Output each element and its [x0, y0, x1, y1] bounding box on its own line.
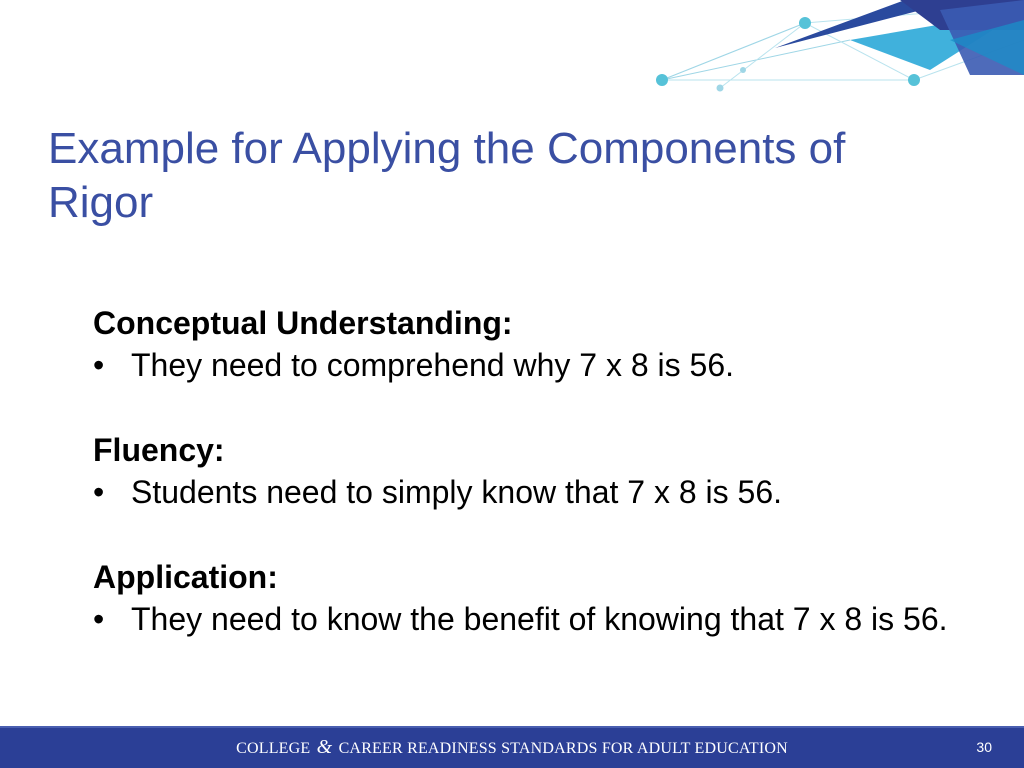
bullet-dot-icon: • [93, 347, 105, 383]
section-heading: Application: [93, 559, 278, 595]
section-heading: Conceptual Understanding: [93, 305, 513, 341]
footer-title [0, 726, 1024, 768]
connector-line [662, 23, 805, 80]
bullet-item [93, 344, 963, 386]
footer-text-part2: CAREER READINESS STANDARDS FOR ADULT EDUCATION [338, 740, 788, 757]
section-conceptual-understanding [93, 302, 963, 386]
network-node [656, 74, 668, 86]
network-decoration-graphic [600, 0, 1024, 110]
slide-title: Example for Applying the Components of Rigor [48, 124, 846, 227]
section-fluency [93, 429, 963, 513]
footer-bar [0, 726, 1024, 768]
slide-body [93, 302, 963, 640]
footer-text-part1: COLLEGE [236, 740, 311, 757]
footer-ampersand: & [316, 736, 333, 758]
connector-line [720, 23, 805, 88]
section-heading: Fluency: [93, 432, 225, 468]
network-node [799, 17, 811, 29]
section-application [93, 556, 963, 640]
network-node [717, 85, 724, 92]
bullet-text: They need to comprehend why 7 x 8 is 56. [131, 347, 735, 383]
bullet-item [93, 598, 963, 640]
bullet-text: They need to know the benefit of knowing that 7 x 8 is 56. [131, 601, 948, 637]
bullet-text: Students need to simply know that 7 x 8 is 56. [131, 474, 783, 510]
bullet-dot-icon: • [93, 474, 105, 510]
network-node [740, 67, 746, 73]
bullet-item [93, 471, 963, 513]
page-number: 30 [976, 739, 992, 755]
bullet-dot-icon: • [93, 601, 105, 637]
network-node [908, 74, 920, 86]
